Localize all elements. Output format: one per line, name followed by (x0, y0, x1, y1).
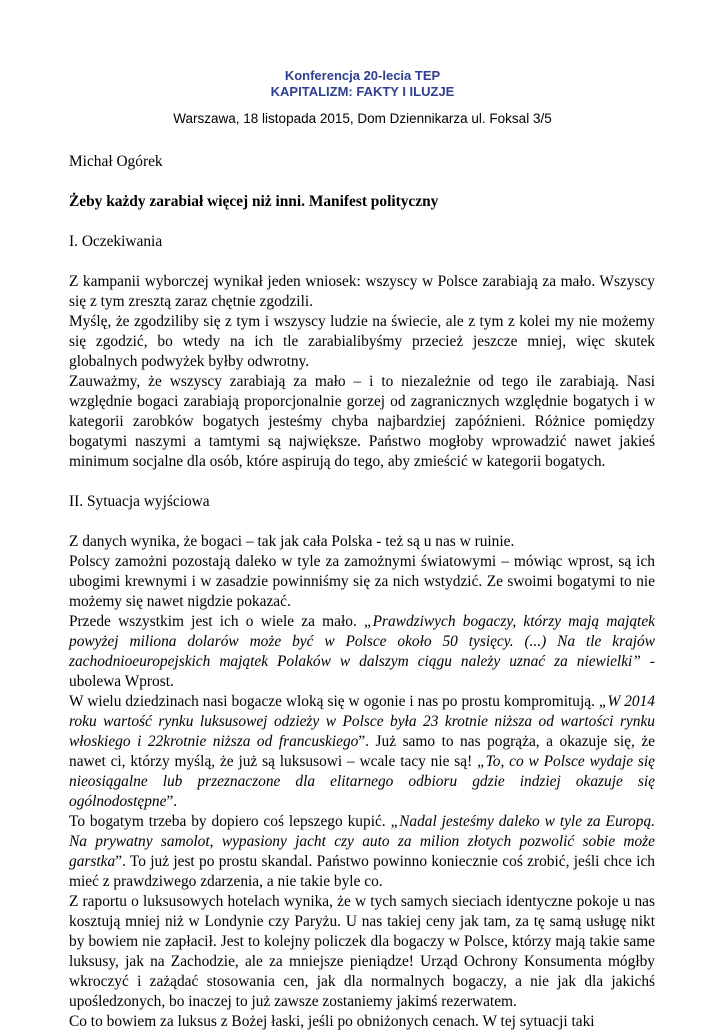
paragraph: Zauważmy, że wszyscy zarabiają za mało – i to niezależnie od tego ile zarabiają. Nasi względnie bogaci zarabiają proporcjonalnie gorzej od zagranicznych względnie bogatych i w kategorii zarobków bogatych jesteśmy chyba najbardziej zapóźnieni. Różnice pomiędzy bogatymi naszymi a tamtymi są największe. Państwo mogłoby wprowadzić nawet jakieś minimum socjalne dla osób, które aspirują do tego, aby zmieścić w kategorii bogatych. (69, 373, 655, 470)
text-run: Przede wszystkim jest ich o wiele za mało. (69, 613, 365, 630)
paragraph: Co to bowiem za luksus z Bożej łaski, jeśli po obniżonych cenach. W tej sytuacji taki (69, 1013, 595, 1030)
quote: „To, co w Polsce wydaje się nieosiągalne lub przeznaczone dla elitarnego odbioru gdzie indziej okazuje się ogólnodostępne (69, 753, 655, 810)
quote: „W 2014 roku wartość rynku luksusowej odzieży w Polsce była 23 krotnie niższa od wartości rynku włoskiego i 22krotnie niższa od francuskiego (69, 693, 656, 750)
article-title: Żeby każdy zarabiał więcej niż inni. Manifest polityczny (69, 193, 439, 210)
author-name: Michał Ogórek (69, 153, 163, 170)
paragraph: Myślę, że zgodziliby się z tym i wszyscy ludzie na świecie, ale z tym z kolei my nie możemy się zgodzić, bo wtedy na ich tle zarabialibyśmy przecież jeszcze mniej, więc skutek globalnych podwyżek byłby odwrotny. (69, 313, 655, 370)
paragraph: Z raportu o luksusowych hotelach wynika, że w tych samych sieciach identyczne pokoje u nas kosztują mniej niż w Londynie czy Paryżu. U nas takiej ceny jak tam, za tę samą usługę nikt by bowiem nie zapłacił. Jest to kolejny policzek dla bogaczy w Polsce, którzy mają takie same luksusy, jak na Zachodzie, ale za mniejsze pieniądze! Urząd Ochrony Konsumenta mógłby wkroczyć i zażądać stosowania cen, jak dla normalnych bogaczy, a nie jak dla jakichś upośledzonych, bo inaczej to już zawsze zostaniemy jakimś rezerwatem. (69, 893, 655, 1010)
paragraph: Z kampanii wyborczej wynikał jeden wniosek: wszyscy w Polsce zarabiają za mało. Wszyscy się z tym zresztą zaraz chętnie zgodzili. (69, 273, 655, 310)
text-run: ”. Już samo to nas pogrąża, a okazuje się, że nawet ci, którzy myślą, że już są luksusowi – wcale tacy nie są! (69, 733, 655, 770)
paragraph: Polscy zamożni pozostają daleko w tyle za zamożnymi światowymi – mówiąc wprost, są ich ubogimi krewnymi i w zasadzie powinniśmy się za nich wstydzić. Ze swoimi bogatymi to nie możemy się nawet nigdzie pokazać. (69, 553, 655, 610)
text-run: W wielu dziedzinach nasi bogacze wloką się w ogonie i nas po prostu kompromitują. (69, 693, 599, 710)
conference-subtitle: KAPITALIZM: FAKTY I ILUZJE (270, 84, 455, 99)
section-heading-starting-situation: II. Sytuacja wyjściowa (69, 493, 210, 510)
paragraph (69, 812, 655, 892)
paragraph (69, 692, 655, 812)
conference-name: Konferencja 20-lecia TEP (284, 68, 441, 83)
text-run: ”. To już jest po prostu skandal. Państwo powinno koniecznie coś zrobić, jeśli chce ich mieć z prawdziwego zdarzenia, a nie takie byle co. (69, 853, 655, 890)
text-run: To bogatym trzeba by dopiero coś lepszego kupić. (69, 813, 391, 830)
text-run: - ubolewa Wprost. (69, 653, 655, 690)
quote: „Nadal jesteśmy daleko w tyle za Europą. Na prywatny samolot, wypasiony jacht czy auto za milion złotych pozwolić sobie może garstka (69, 813, 655, 870)
quote: „Prawdziwych bogaczy, którzy mają majątek powyżej miliona dolarów może być w Polsce około 50 tysięcy. (...) Na tle krajów zachodnioeuropejskich majątek Polaków w dalszym ciągu należy uznać za niewielki” (69, 613, 655, 670)
conference-venue: Warszawa, 18 listopada 2015, Dom Dziennikarza ul. Foksal 3/5 (173, 111, 552, 126)
paragraph: Z danych wynika, że bogaci – tak jak cała Polska - też są u nas w ruinie. (69, 533, 515, 550)
article-body (69, 152, 655, 1032)
conference-header (0, 68, 725, 127)
paragraph (69, 612, 655, 692)
section-heading-expectations: I. Oczekiwania (69, 233, 163, 250)
text-run: ”. (166, 793, 178, 810)
